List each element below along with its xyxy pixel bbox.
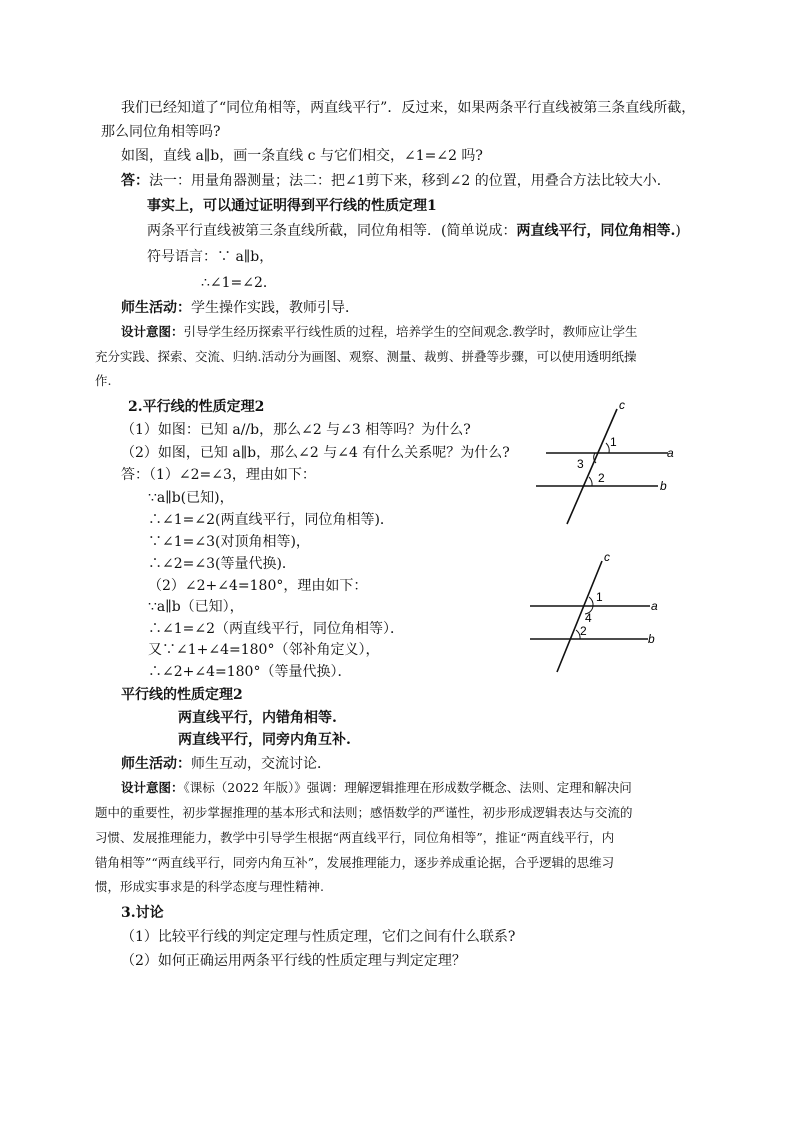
fig1-angle-1-arc — [606, 443, 609, 453]
design1-line2: 充分实践、探索、交流、归纳.活动分为画图、观察、测量、裁剪、拼叠等步骤，可以使用透明纸操 — [95, 349, 637, 364]
parallel-lines-figure-1 — [520, 396, 690, 531]
proof-step-2: ∴∠1=∠2(两直线平行，同位角相等)． — [148, 512, 394, 528]
design2-line2: 题中的重要性，初步掌握推理的基本形式和法则；感悟数学的严谨性，初步形成逻辑表达与交流的 — [95, 805, 633, 820]
fig2-line-c — [557, 561, 602, 672]
fig2-angle-1-arc — [589, 597, 593, 606]
parallel-lines-figure-2 — [520, 548, 690, 678]
proof-step-6: ∵a∥b（已知）， — [148, 599, 244, 615]
design1-label: 设计意图： — [121, 324, 184, 339]
design2-line5: 惯，形成实事求是的科学态度与理性精神. — [95, 879, 324, 894]
symbol-language: 符号语言：∵ a∥b， — [147, 249, 274, 265]
fig1-angle-1-label: 1 — [610, 435, 617, 449]
question-text: 如图，直线 a∥b，画一条直线 c 与它们相交，∠1=∠2 吗? — [121, 148, 483, 164]
activity1-text: 学生操作实践，教师引导． — [191, 300, 359, 316]
proof-step-3: ∵∠1=∠3(对顶角相等)， — [148, 534, 310, 550]
theorem1-short: 两直线平行，同位角相等. — [516, 223, 676, 239]
symbol-conclusion: ∴∠1=∠2． — [201, 275, 277, 291]
activity1-label: 师生活动： — [121, 300, 191, 316]
design2-line1 — [121, 778, 632, 798]
proof-step-7: ∴∠1=∠2（两直线平行，同位角相等）． — [148, 621, 405, 637]
theorem2-line2: 两直线平行，同旁内角互补. — [178, 732, 351, 748]
fig1-angle-2-label: 2 — [598, 471, 605, 485]
fig1-label-a: a — [667, 446, 674, 460]
fig2-label-b: b — [648, 632, 655, 646]
design2-text1: 《课标（2022 年版）》强调：理解逻辑推理在形成数学概念、法则、定理和解决问 — [183, 780, 632, 795]
paragraph-intro-line2: 那么同位角相等吗? — [101, 124, 221, 140]
discussion-2: （2）如何正确运用两条平行线的性质定理与判定定理？ — [121, 953, 466, 969]
answer-text: 法一：用量角器测量；法二：把∠1剪下来，移到∠2 的位置，用叠合方法比较大小． — [149, 173, 671, 189]
fig2-label-a: a — [651, 599, 658, 613]
design1-line1 — [121, 322, 638, 342]
fig1-angle-2-arc — [589, 477, 592, 486]
proof-step-8: 又∵∠1+∠4=180°（邻补角定义）， — [148, 642, 380, 658]
fig2-angle-1-label: 1 — [596, 590, 603, 604]
proof-step-4: ∴∠2=∠3(等量代换)． — [148, 556, 296, 572]
theorem2-title: 平行线的性质定理2 — [121, 687, 243, 703]
fig2-angle-2-label: 2 — [580, 624, 587, 638]
answer-line — [121, 171, 671, 191]
activity1-line — [121, 298, 359, 318]
design1-line3: 作. — [95, 373, 112, 388]
question-1: （1）如图：已知 a//b，那么∠2 与∠3 相等吗？为什么? — [121, 422, 471, 438]
section3-title: 3.讨论 — [121, 905, 164, 921]
theorem2-line1: 两直线平行，内错角相等. — [178, 710, 337, 726]
discussion-1: （1）比较平行线的判定定理与性质定理，它们之间有什么联系? — [121, 929, 516, 945]
answer-label: 答： — [121, 173, 149, 189]
section2-title: 2.平行线的性质定理2 — [128, 399, 265, 415]
proof-step-9: ∴∠2+∠4=180°（等量代换）． — [148, 664, 352, 680]
design2-line4: 错角相等”“两直线平行，同旁内角互补”，发展推理能力，逐步养成重论据，合乎逻辑的思维习 — [95, 855, 615, 870]
question-2: （2）如图，已知 a∥b，那么∠2 与∠4 有什么关系呢？为什么? — [121, 445, 510, 461]
paragraph-intro-line1: 我们已经知道了“同位角相等，两直线平行”．反过来，如果两条平行直线被第三条直线所截， — [121, 100, 696, 116]
fig1-label-c: c — [619, 398, 625, 412]
fig1-angle-3-label: 3 — [577, 457, 584, 471]
theorem1-text: 两条平行直线被第三条直线所截，同位角相等．(简单说成： — [147, 223, 517, 239]
fig2-label-c: c — [604, 550, 610, 564]
design2-line3: 习惯、发展推理能力，教学中引导学生根据“两直线平行，同位角相等”，推证“两直线平行，内 — [95, 830, 615, 845]
answer2-head: 答：（1）∠2=∠3，理由如下： — [121, 467, 316, 483]
activity2-line — [121, 754, 331, 774]
activity2-label: 师生活动： — [121, 756, 191, 772]
design1-text1: 引导学生经历探索平行线性质的过程，培养学生的空间观念.教学时，教师应让学生 — [183, 324, 638, 339]
fig1-label-b: b — [660, 479, 667, 493]
fig2-angle-4-label: 4 — [585, 611, 592, 625]
proof-step-5: （2）∠2+∠4=180°，理由如下： — [148, 578, 368, 594]
theorem1-close: ) — [675, 223, 681, 239]
activity2-text: 师生互动，交流讨论． — [191, 756, 331, 772]
proof-step-1: ∵a∥b(已知)， — [148, 490, 234, 506]
design2-label: 设计意图： — [121, 780, 184, 795]
theorem1-line — [147, 221, 681, 241]
fig1-line-c — [567, 409, 617, 524]
fact-statement: 事实上，可以通过证明得到平行线的性质定理1 — [147, 198, 437, 214]
